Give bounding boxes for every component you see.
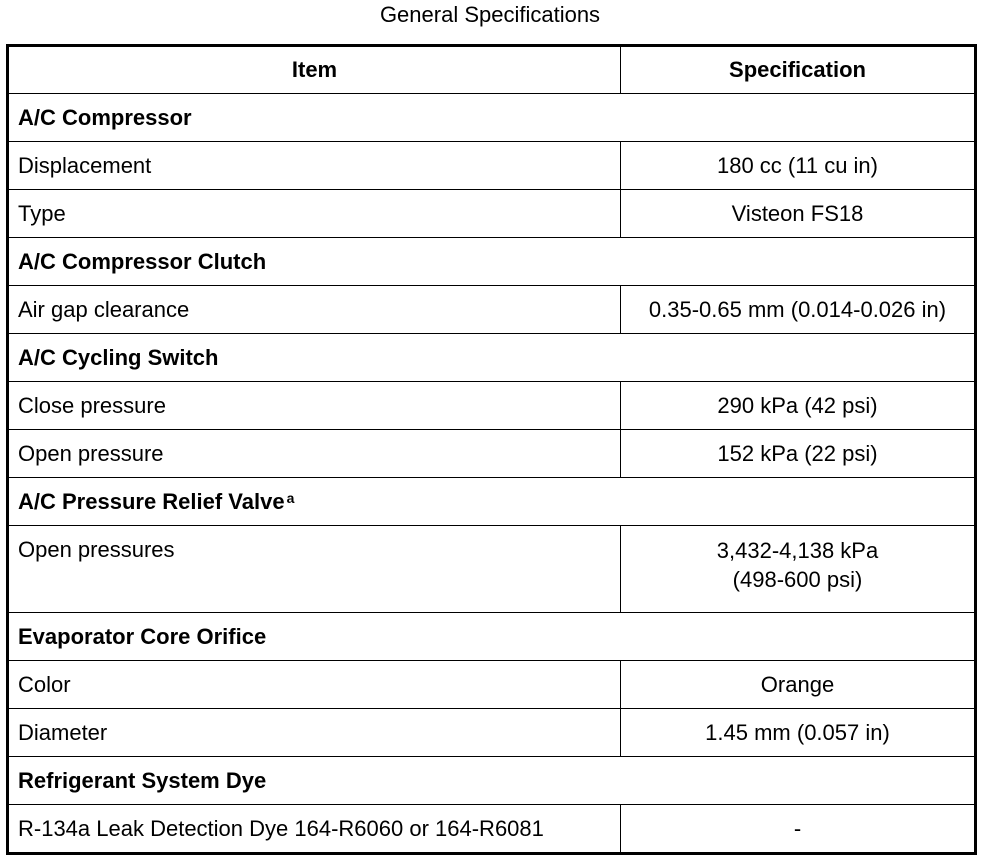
item-cell: Diameter bbox=[8, 709, 621, 757]
table-caption: General Specifications bbox=[379, 2, 601, 27]
group-title-cell bbox=[8, 478, 976, 526]
item-cell: Type bbox=[8, 190, 621, 238]
item-cell: R-134a Leak Detection Dye 164-R6060 or 164-R6081 bbox=[8, 805, 621, 854]
group-title: A/C Pressure Relief Valve bbox=[18, 488, 285, 514]
spec-cell bbox=[621, 526, 976, 613]
specifications-table bbox=[6, 44, 977, 855]
group-row-ac-compressor bbox=[8, 94, 976, 142]
spec-cell: 1.45 mm (0.057 in) bbox=[621, 709, 976, 757]
column-header-specification: Specification bbox=[621, 46, 976, 94]
group-row-ac-pressure-relief-valve bbox=[8, 478, 976, 526]
table-row bbox=[8, 190, 976, 238]
table-row bbox=[8, 805, 976, 854]
item-cell: Displacement bbox=[8, 142, 621, 190]
table-row bbox=[8, 661, 976, 709]
header-row bbox=[8, 46, 976, 94]
table-row bbox=[8, 709, 976, 757]
group-title: A/C Compressor Clutch bbox=[8, 238, 976, 286]
item-cell: Air gap clearance bbox=[8, 286, 621, 334]
column-header-item: Item bbox=[8, 46, 621, 94]
item-cell: Close pressure bbox=[8, 382, 621, 430]
group-title: Refrigerant System Dye bbox=[8, 757, 976, 805]
table-row bbox=[8, 382, 976, 430]
spec-line: 3,432-4,138 kPa bbox=[716, 538, 879, 563]
group-row-refrigerant-system-dye bbox=[8, 757, 976, 805]
table-row bbox=[8, 526, 976, 613]
table-row bbox=[8, 142, 976, 190]
table-row bbox=[8, 430, 976, 478]
spec-cell: 290 kPa (42 psi) bbox=[621, 382, 976, 430]
table-row bbox=[8, 286, 976, 334]
group-row-ac-compressor-clutch bbox=[8, 238, 976, 286]
item-cell: Open pressure bbox=[8, 430, 621, 478]
group-row-evaporator-core-orifice bbox=[8, 613, 976, 661]
footnote-marker: a bbox=[286, 489, 295, 506]
spec-cell: 152 kPa (22 psi) bbox=[621, 430, 976, 478]
item-cell: Color bbox=[8, 661, 621, 709]
group-title: A/C Cycling Switch bbox=[8, 334, 976, 382]
spec-cell: - bbox=[621, 805, 976, 854]
spec-cell: Orange bbox=[621, 661, 976, 709]
item-cell: Open pressures bbox=[8, 526, 621, 613]
spec-cell: Visteon FS18 bbox=[621, 190, 976, 238]
group-title: Evaporator Core Orifice bbox=[8, 613, 976, 661]
spec-cell: 0.35-0.65 mm (0.014-0.026 in) bbox=[621, 286, 976, 334]
group-row-ac-cycling-switch bbox=[8, 334, 976, 382]
group-title: A/C Compressor bbox=[8, 94, 976, 142]
spec-line: (498-600 psi) bbox=[732, 567, 863, 592]
spec-cell: 180 cc (11 cu in) bbox=[621, 142, 976, 190]
